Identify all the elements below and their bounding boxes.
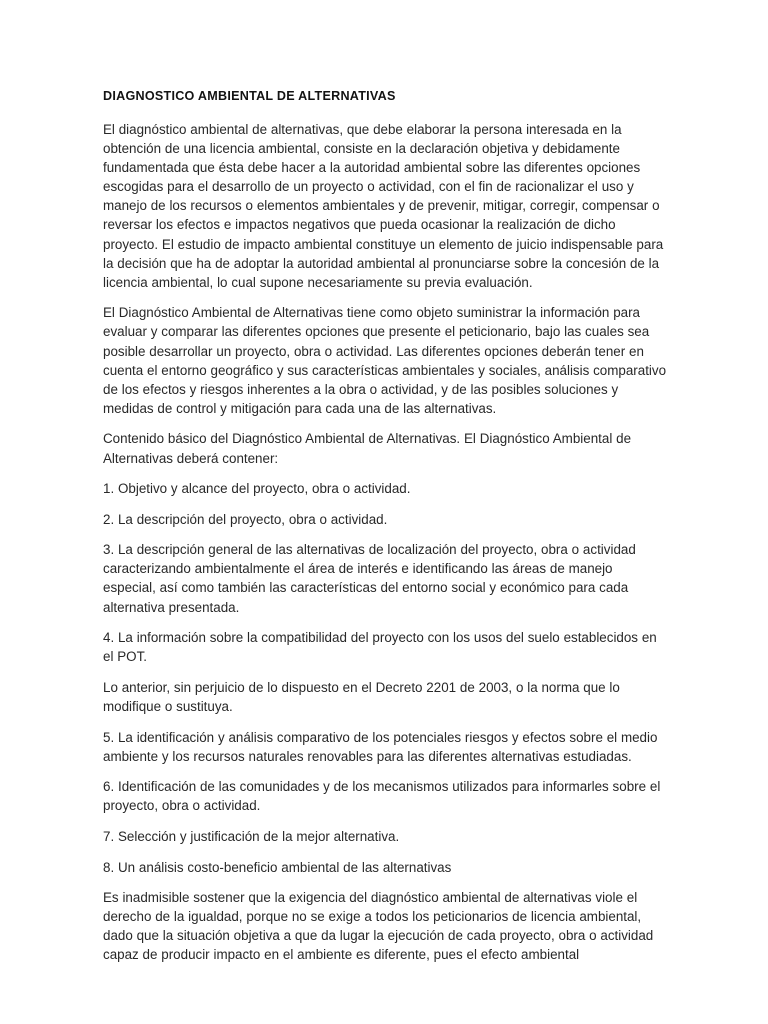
paragraph-nota-decreto: Lo anterior, sin perjuicio de lo dispuesto en el Decreto 2201 de 2003, o la norma que lo modifique o sustituya. — [103, 679, 620, 714]
paragraph-intro-definicion: El diagnóstico ambiental de alternativas, que debe elaborar la persona interesada en la obtención de una licencia ambiental, consiste en la declaración objetiva y debidamente fundamentada que ésta debe hacer a la autoridad ambiental sobre las diferentes opciones escogidas para el desarrollo de un proyecto o actividad, con el fin de racionalizar el uso y manejo de los recursos o elementos ambientales y de prevenir, mitigar, corregir, compensar o reversar los efectos e impactos negativos que pueda ocasionar la realización de dicho proyecto. El estudio de impacto ambiental constituye un elemento de juicio indispensable para la decisión que ha de adoptar la autoridad ambiental al pronunciarse sobre la concesión de la licencia ambiental, lo cual supone necesariamente su previa evaluación. — [103, 122, 664, 290]
list-item-7: 7. Selección y justificación de la mejor alternativa. — [103, 828, 400, 844]
document-body — [103, 88, 669, 964]
paragraph-contenido-basico: Contenido básico del Diagnóstico Ambiental de Alternativas. El Diagnóstico Ambiental de Alternativas deberá contener: — [103, 431, 632, 466]
list-item-1: 1. Objetivo y alcance del proyecto, obra o actividad. — [103, 481, 411, 497]
paragraph-objeto: El Diagnóstico Ambiental de Alternativas tiene como objeto suministrar la información para evaluar y comparar las diferentes opciones que presente el peticionario, bajo las cuales sea posible desarrollar un proyecto, obra o actividad. Las diferentes opciones deberán tener en cuenta el entorno geográfico y sus características ambientales y sociales, análisis comparativo de los efectos y riesgos inherentes a la obra o actividad, y de las posibles soluciones y medidas de control y mitigación para cada una de las alternativas. — [103, 305, 667, 416]
list-item-4: 4. La información sobre la compatibilidad del proyecto con los usos del suelo establecidos en el POT. — [103, 630, 657, 665]
page-title: DIAGNOSTICO AMBIENTAL DE ALTERNATIVAS — [103, 89, 396, 103]
paragraph-cierre-igualdad: Es inadmisible sostener que la exigencia del diagnóstico ambiental de alternativas viole el derecho de la igualdad, porque no se exige a todos los peticionarios de licencia ambiental, dado que la situación objetiva a que da lugar la ejecución de cada proyecto, obra o actividad capaz de producir impacto en el ambiente es diferente, pues el efecto ambiental — [103, 890, 654, 963]
list-item-2: 2. La descripción del proyecto, obra o actividad. — [103, 511, 388, 527]
list-item-8: 8. Un análisis costo-beneficio ambiental de las alternativas — [103, 859, 452, 875]
list-item-3: 3. La descripción general de las alternativas de localización del proyecto, obra o actividad caracterizando ambientalmente el área de interés e identificando las áreas de manejo especial, así como también las características del entorno social y económico para cada alternativa presentada. — [103, 542, 636, 615]
list-item-5: 5. La identificación y análisis comparativo de los potenciales riesgos y efectos sobre el medio ambiente y los recursos naturales renovables para las diferentes alternativas estudiadas. — [103, 729, 658, 764]
list-item-6: 6. Identificación de las comunidades y de los mecanismos utilizados para informarles sobre el proyecto, obra o actividad. — [103, 779, 661, 814]
